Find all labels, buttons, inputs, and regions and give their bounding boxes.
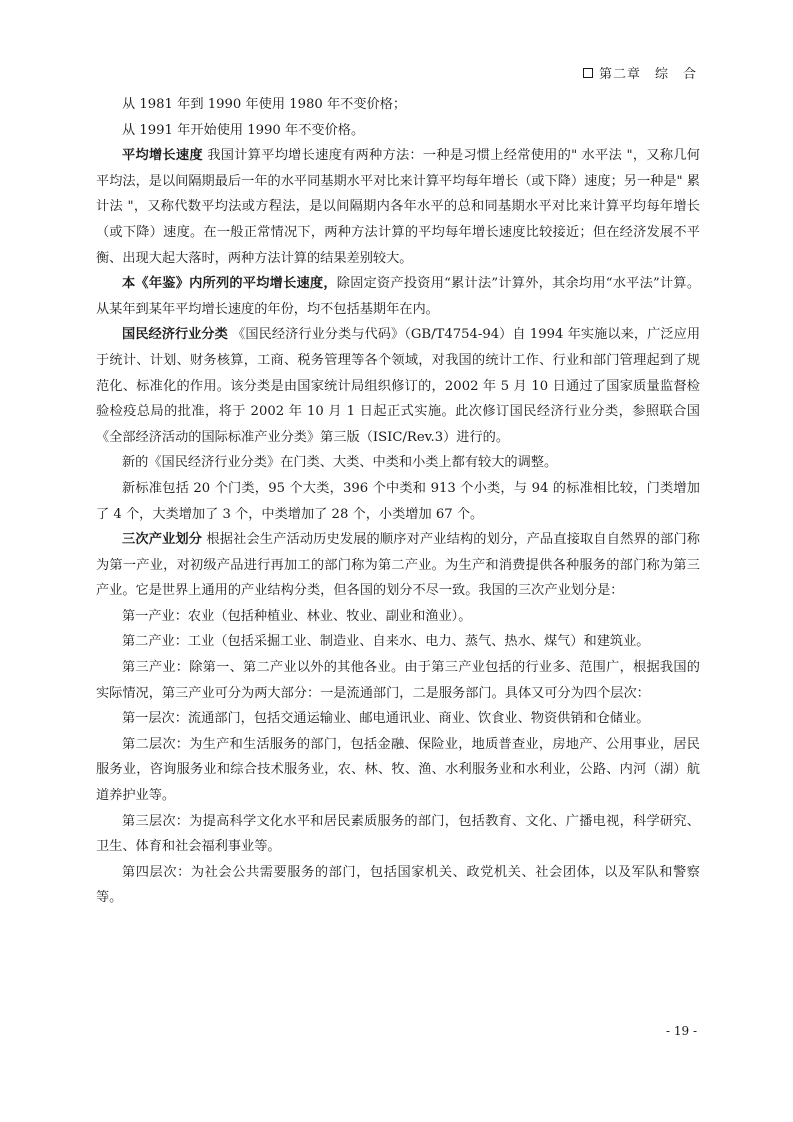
paragraph-text: 第四层次：为社会公共需要服务的部门，包括国家机关、政党机关、社会团体，以及军队和警察等。 xyxy=(96,864,700,906)
paragraph-term: 本《年鉴》内所列的平均增长速度， xyxy=(122,276,337,292)
paragraph xyxy=(96,92,700,118)
paragraph-text: 第三产业：除第一、第二产业以外的其他各业。由于第三产业包括的行业多、范围广，根据我国的实际情况，第三产业可分为两大部分：一是流通部门，二是服务部门。具体又可分为四个层次： xyxy=(96,660,700,701)
paragraph xyxy=(96,629,700,655)
paragraph-text: 除固定资产投资用“累计法”计算外，其余均用“水平法”计算。从某年到某年平均增长速度的年份，均不包括基期年在内。 xyxy=(96,276,701,317)
paragraph xyxy=(96,143,700,271)
paragraph xyxy=(96,476,700,527)
paragraph-text: 第三层次：为提高科学文化水平和居民素质服务的部门，包括教育、文化、广播电视，科学研究、卫生、体育和社会福利事业等。 xyxy=(96,813,700,855)
paragraph-text: 《国民经济行业分类与代码》（GB/T4754-94）自 1994 年实施以来，广泛应用于统计、计划、财务核算，工商、税务管理等各个领域，对我国的统计工作、行业和部门管理起到了规范化、标准化的作用。该分类是由国家统计局组织修订的，2002 年 5 月 10 日通过了国家质量监督检验检疫总局的批准，将于 2002 年 10 月 1 日起正式实施。此次修订国民经济行业分类，参照联合国《全部经济活动的国际标准产业分类》第三版（ISIC/Rev.3）进行的。 xyxy=(96,327,701,445)
paragraph-text: 我国计算平均增长速度有两种方法：一种是习惯上经常使用的" 水平法 "，又称几何平均法，是以间隔期最后一年的水平同基期水平对比来计算平均每年增长（或下降）速度；另一种是" 累计法 "，又称代数平均法或方程法，是以间隔期内各年水平的总和同基期水平对比来计算平均每年增长（或下降）速度。在一般正常情况下，两种方法计算的平均每年增长速度比较接近；但在经济发展不平衡、出现大起大落时，两种方法计算的结果差别较大。 xyxy=(96,148,700,266)
paragraph xyxy=(96,655,700,706)
paragraph-text: 从 1991 年开始使用 1990 年不变价格。 xyxy=(122,122,365,138)
chapter-title: 第二章 综 合 xyxy=(598,67,697,82)
paragraph xyxy=(96,809,700,860)
running-header xyxy=(583,63,697,82)
paragraph-text: 从 1981 年到 1990 年使用 1980 年不变价格； xyxy=(122,97,407,112)
paragraph xyxy=(96,527,700,604)
paragraph-term: 三次产业划分 xyxy=(122,532,203,548)
paragraph xyxy=(96,604,700,630)
paragraph xyxy=(96,732,700,809)
paragraph-text: 新标准包括 20 个门类，95 个大类，396 个中类和 913 个小类，与 94 的标准相比较，门类增加了 4 个，大类增加了 3 个，中类增加了 28 个，小类增加 67 个。 xyxy=(96,480,700,522)
paragraph-term: 国民经济行业分类 xyxy=(122,327,228,343)
page-body xyxy=(96,92,700,911)
page-number: - 19 - xyxy=(665,1024,697,1038)
paragraph xyxy=(96,322,700,450)
paragraph xyxy=(96,450,700,476)
paragraph xyxy=(96,860,700,911)
paragraph xyxy=(96,271,700,322)
paragraph-text: 第二产业：工业（包括采掘工业、制造业、自来水、电力、蒸气、热水、煤气）和建筑业。 xyxy=(122,634,650,650)
paragraph-text: 第一层次：流通部门，包括交通运输业、邮电通讯业、商业、饮食业、物资供销和仓储业。 xyxy=(122,711,650,727)
paragraph xyxy=(96,118,700,144)
paragraph-term: 平均增长速度 xyxy=(122,148,203,164)
paragraph-text: 第二层次：为生产和生活服务的部门，包括金融、保险业，地质普查业，房地产、公用事业，居民服务业，咨询服务业和综合技术服务业，农、林、牧、渔、水利服务业和水利业，公路、内河（湖）航道养护业等。 xyxy=(96,736,700,804)
paragraph-text: 新的《国民经济行业分类》在门类、大类、中类和小类上都有较大的调整。 xyxy=(122,455,558,471)
paragraph-text: 根据社会生产活动历史发展的顺序对产业结构的划分，产品直接取自自然界的部门称为第一产业，对初级产品进行再加工的部门称为第二产业。为生产和消费提供各种服务的部门称为第三产业。它是世界上通用的产业结构分类，但各国的划分不尽一致。我国的三次产业划分是： xyxy=(96,532,700,599)
paragraph-text: 第一产业：农业（包括种植业、林业、牧业、副业和渔业）。 xyxy=(122,608,472,624)
square-bullet-icon xyxy=(583,68,593,78)
paragraph xyxy=(96,706,700,732)
